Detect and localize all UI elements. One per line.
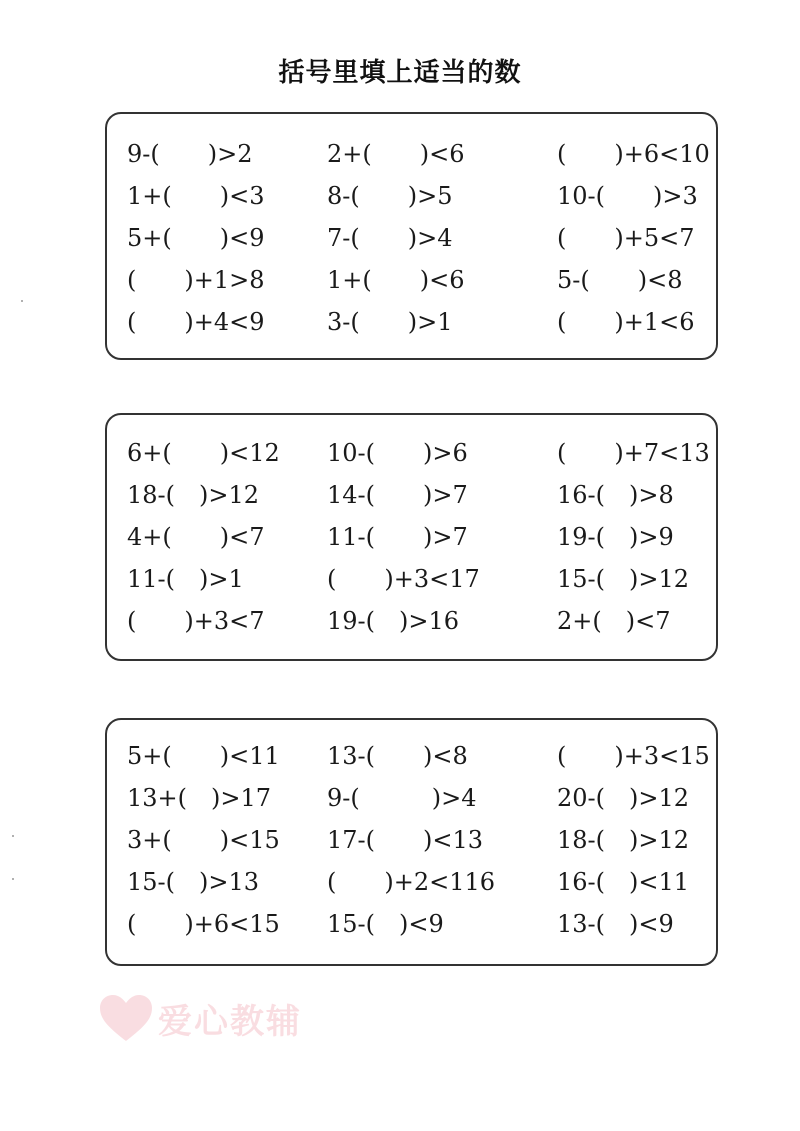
exercise-row bbox=[107, 778, 716, 818]
exercise-item: 9-( )>4 bbox=[327, 784, 477, 812]
exercise-row bbox=[107, 260, 716, 300]
exercise-row bbox=[107, 302, 716, 342]
watermark-text: 爱心教辅 bbox=[158, 1001, 302, 1042]
exercise-row bbox=[107, 218, 716, 258]
exercise-row bbox=[107, 433, 716, 473]
exercise-row bbox=[107, 601, 716, 641]
exercise-item: 16-( )<11 bbox=[557, 868, 690, 896]
page-title: 括号里填上适当的数 bbox=[278, 58, 522, 88]
watermark bbox=[98, 993, 302, 1043]
exercise-item: 11-( )>1 bbox=[127, 565, 244, 593]
exercise-item: ( )+1<6 bbox=[557, 308, 695, 336]
exercise-item: 2+( )<7 bbox=[557, 607, 671, 635]
exercise-item: 2+( )<6 bbox=[327, 140, 465, 168]
exercise-row bbox=[107, 559, 716, 599]
exercise-item: 13-( )<8 bbox=[327, 742, 468, 770]
exercise-item: ( )+7<13 bbox=[557, 439, 710, 467]
exercise-item: 14-( )>7 bbox=[327, 481, 468, 509]
exercise-row bbox=[107, 904, 716, 944]
exercise-item: 5-( )<8 bbox=[557, 266, 683, 294]
exercise-item: 15-( )<9 bbox=[327, 910, 444, 938]
exercise-item: 18-( )>12 bbox=[557, 826, 690, 854]
exercise-item: ( )+2<116 bbox=[327, 868, 496, 896]
exercise-item: ( )+3<17 bbox=[327, 565, 480, 593]
exercise-box-1 bbox=[105, 112, 718, 360]
exercise-row bbox=[107, 517, 716, 557]
exercise-item: 7-( )>4 bbox=[327, 224, 453, 252]
exercise-item: 16-( )>8 bbox=[557, 481, 674, 509]
exercise-item: 15-( )>12 bbox=[557, 565, 690, 593]
exercise-item: 10-( )>6 bbox=[327, 439, 468, 467]
exercise-item: 10-( )>3 bbox=[557, 182, 698, 210]
exercise-item: 8-( )>5 bbox=[327, 182, 453, 210]
exercise-item: 3-( )>1 bbox=[327, 308, 453, 336]
exercise-item: ( )+4<9 bbox=[127, 308, 265, 336]
exercise-item: ( )+1>8 bbox=[127, 266, 265, 294]
exercise-item: 5+( )<11 bbox=[127, 742, 280, 770]
heart-icon bbox=[98, 993, 154, 1043]
exercise-row bbox=[107, 736, 716, 776]
exercise-item: 20-( )>12 bbox=[557, 784, 690, 812]
exercise-item: ( )+3<15 bbox=[557, 742, 710, 770]
scan-speck bbox=[21, 300, 23, 302]
exercise-item: ( )+3<7 bbox=[127, 607, 265, 635]
exercise-item: 4+( )<7 bbox=[127, 523, 265, 551]
exercise-row bbox=[107, 820, 716, 860]
exercise-item: 13+( )>17 bbox=[127, 784, 272, 812]
exercise-item: 1+( )<6 bbox=[327, 266, 465, 294]
exercise-item: 11-( )>7 bbox=[327, 523, 468, 551]
exercise-item: 15-( )>13 bbox=[127, 868, 260, 896]
exercise-box-2 bbox=[105, 413, 718, 661]
exercise-item: 5+( )<9 bbox=[127, 224, 265, 252]
exercise-item: 13-( )<9 bbox=[557, 910, 674, 938]
exercise-item: 9-( )>2 bbox=[127, 140, 253, 168]
exercise-item: 19-( )>9 bbox=[557, 523, 674, 551]
scan-speck bbox=[12, 835, 14, 837]
exercise-row bbox=[107, 134, 716, 174]
exercise-row bbox=[107, 475, 716, 515]
exercise-item: ( )+6<15 bbox=[127, 910, 280, 938]
exercise-item: 17-( )<13 bbox=[327, 826, 484, 854]
scan-speck bbox=[12, 878, 14, 880]
exercise-row bbox=[107, 862, 716, 902]
exercise-box-3 bbox=[105, 718, 718, 966]
exercise-item: 3+( )<15 bbox=[127, 826, 280, 854]
exercise-item: 1+( )<3 bbox=[127, 182, 265, 210]
exercise-item: 18-( )>12 bbox=[127, 481, 260, 509]
exercise-item: ( )+5<7 bbox=[557, 224, 695, 252]
exercise-item: 6+( )<12 bbox=[127, 439, 280, 467]
exercise-item: ( )+6<10 bbox=[557, 140, 710, 168]
exercise-row bbox=[107, 176, 716, 216]
exercise-item: 19-( )>16 bbox=[327, 607, 460, 635]
